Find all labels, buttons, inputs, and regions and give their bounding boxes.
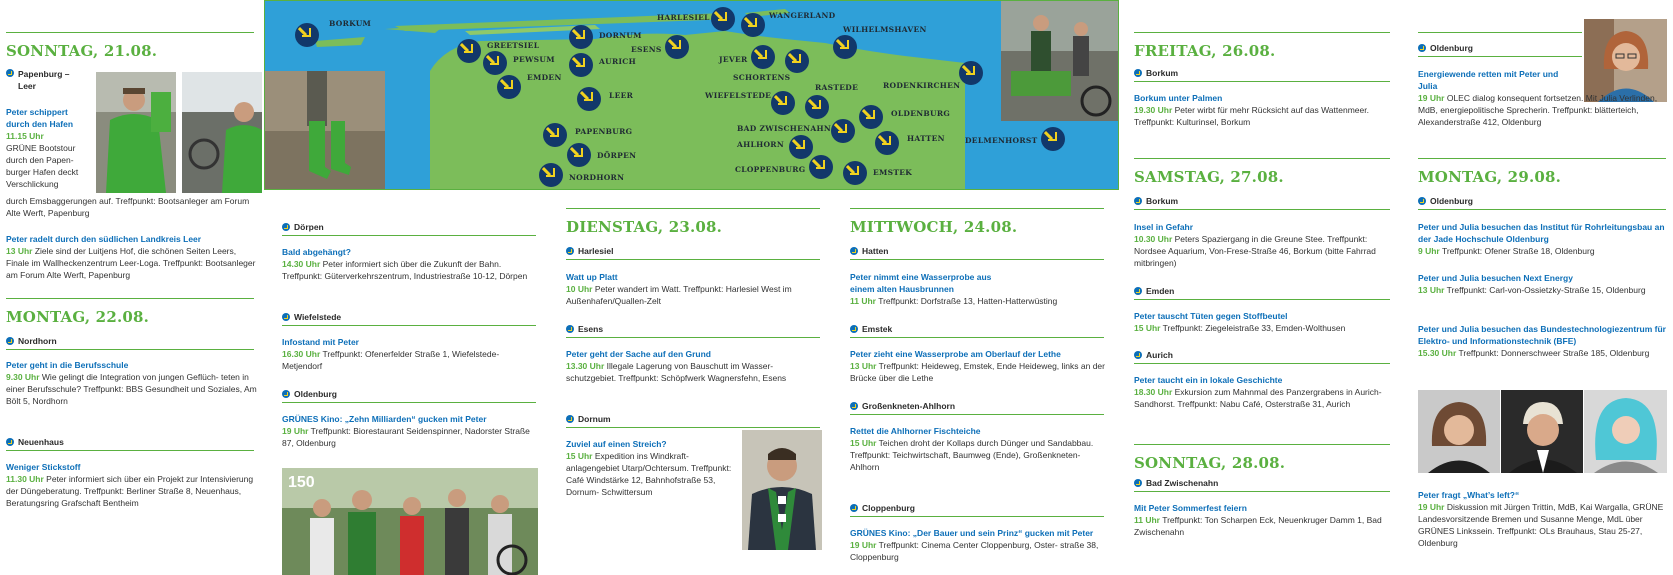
location-pin-icon [282,390,290,398]
divider [1134,491,1390,492]
day-header-sonntag-2808: SONNTAG, 28.08. [1134,444,1390,472]
event-wasserprobe-hausbrunnen: Peter nimmt eine Wasserprobe aus einem alten Hausbrunnen 11 Uhr Treffpunkt: Dorfstraße 13, Hatten-Hatterwüsting [850,272,1058,306]
day-header-montag-2208: MONTAG, 22.08. [6,298,254,326]
map-label-pewsum: PEWSUM [513,55,555,64]
map-marker-rodenkirchen [959,61,983,85]
location-pin-icon [566,247,574,255]
divider [1134,299,1390,300]
photo-peter-scarf [742,430,822,550]
map-marker-hatten [875,131,899,155]
map-label-papenburg: PAPENBURG [575,127,633,136]
map-label-schortens: SCHORTENS [733,73,791,82]
photo-sign-text: 150 [288,474,315,491]
divider [282,235,536,236]
event-energiewende: Energiewende retten mit Peter und Julia 19 Uhr OLEC dialog konsequent fortsetzen. Mit Julia Verlinden, MdB, energiepolitische Sprecherin. Treffpunkt: blätterteich, Alexanderstraße 412, Oldenburg [1418,69,1658,127]
event-tueten-stoffbeutel: Peter tauscht Tüten gegen Stoffbeutel 15 Uhr Treffpunkt: Ziegeleistraße 33, Emden-Wolthusen [1134,311,1346,333]
photo-kai-wargalla [1584,390,1667,473]
location-doerpen: Dörpen [282,222,324,232]
location-harlesiel: Harlesiel [566,246,613,256]
location-aurich: Aurich [1134,350,1173,360]
location-oldenburg-2: Oldenburg [1418,196,1473,206]
event-gruenes-kino-2: GRÜNES Kino: „Der Bauer und sein Prinz“ gucken mit Peter 19 Uhr Treffpunkt: Cinema Center Cloppenburg, Oster- straße 38, Cloppenburg [850,528,1099,562]
event-weniger-stickstoff: Weniger Stickstoff 11.30 Uhr Peter informiert sich über ein Projekt zur Intensivierung der Düngeberatung. Treffpunkt: Berliner Straße 8, Neuenhaus, Beratungsring Grafschaft Bentheim [6,462,254,508]
map-label-aurich: AURICH [599,57,636,66]
map-marker-emstek [843,161,867,185]
divider [1134,81,1390,82]
map-marker-bad-zwischenahn [831,119,855,143]
location-pin-icon [282,313,290,321]
map-label-wiefelstede: WIEFELSTEDE [705,91,772,100]
location-dornum: Dornum [566,414,611,424]
map-label-bad-zwischenahn: BAD ZWISCHENAHN [737,124,831,133]
event-infostand: Infostand mit Peter 16.30 Uhr Treffpunkt: Ofenerfelder Straße 1, Wiefelstede-Metjendorf [282,337,500,371]
location-borkum-2: Borkum [1134,196,1178,206]
photo-cyclists-group [282,468,538,575]
map-label-cloppenburg: CLOPPENBURG [735,165,806,174]
map-marker-leer [577,87,601,111]
map-label-dornum: DORNUM [599,31,642,40]
day-header-mittwoch-2408: MITTWOCH, 24.08. [850,208,1104,236]
map-label-ahlhorn: AHLHORN [737,140,784,149]
event-zuviel-auf-einen-streich: Zuviel auf einen Streich? 15 Uhr Expedition ins Windkraft- anlagengebiet Utarp/Ochtersum. Treffpunkt: Café Windstärke 12, Bahnhofstraße 53, Dornum- Schwittersum [566,439,732,497]
event-bald-abgehaengt: Bald abgehängt? 14.30 Uhr Peter informiert sich über die Zukunft der Bahn. Treffpunkt: Güterverkehrszentrum, Industriestraße 10-12, Dörpen [282,247,528,281]
divider [1418,209,1666,210]
location-pin-icon [6,69,14,77]
location-oldenburg-1: Oldenburg [1418,43,1473,53]
event-watt-up-platt: Watt up Platt 10 Uhr Peter wandert im Watt. Treffpunkt: Harlesiel West im Außenhafen/Quallen-Zelt [566,272,792,306]
divider [1134,363,1390,364]
location-pin-icon [6,337,14,345]
event-sommerfest: Mit Peter Sommerfest feiern 11 Uhr Treffpunkt: Ton Scharpen Eck, Neuenkruger Damm 1, Bad Zwischenahn [1134,503,1382,537]
location-emden: Emden [1134,286,1174,296]
location-oldenburg: Oldenburg [282,389,337,399]
event-borkum-unter-palmen: Borkum unter Palmen 19.30 Uhr Peter wirbt für mehr Rücksicht auf das Wattenmeer. Treffpunkt: Kulturinsel, Borkum [1134,93,1369,127]
map-marker-emden [497,75,521,99]
map-marker-doerpen [567,143,591,167]
map-label-nordhorn: NORDHORN [569,173,625,182]
day-header-freitag-2608: FREITAG, 26.08. [1134,32,1390,60]
map-marker-harlesiel [711,7,735,31]
map-label-hatten: HATTEN [907,134,945,143]
day-header-montag-2908: MONTAG, 29.08. [1418,158,1666,186]
day-header-dienstag-2308: DIENSTAG, 23.08. [566,208,820,236]
divider [850,516,1104,517]
map-marker-delmenhorst [1041,127,1065,151]
map-label-harlesiel: HARLESIEL [657,13,710,22]
location-pin-icon [6,438,14,446]
event-lokale-geschichte: Peter taucht ein in lokale Geschichte 18.30 Uhr Exkursion zum Mahnmal des Panzergrabens in Aurich-Sandhorst. Treffpunkt: Nabu Café, Osterstraße 31, Aurich [1134,375,1382,409]
location-pin-icon [850,402,858,410]
divider [1418,56,1582,57]
event-berufsschule: Peter geht in die Berufsschule 9.30 Uhr Wie gelingt die Integration von jungen Geflüch- teten in einer Berufsschule? Treffpunkt: BBS Gesundheit und Soziales, Am Bölt 5, Nordhorn [6,360,257,406]
map-label-wangerland: WANGERLAND [769,11,836,20]
map-label-emstek: EMSTEK [873,168,913,177]
location-bad-zwischenahn: Bad Zwischenahn [1134,478,1218,488]
divider [282,325,536,326]
location-pin-icon [1134,479,1142,487]
map-marker-cloppenburg [809,155,833,179]
day-header-sonntag-2108: SONNTAG, 21.08. [6,32,254,60]
map-marker-schortens [785,49,809,73]
divider [1418,32,1582,33]
event-insel-in-gefahr: Insel in Gefahr 10.30 Uhr Peters Spaziergang in die Greune Stee. Treffpunkt: Nordsee Aquarium, Von-Frese-Straße 46, Borkum (bitte Fahrrad mitbringen) [1134,222,1376,268]
divider [566,337,820,338]
location-borkum-1: Borkum [1134,68,1178,78]
location-wiefelstede: Wiefelstede [282,312,341,322]
location-pin-icon [850,325,858,333]
location-nordhorn: Nordhorn [6,336,57,346]
divider [1134,209,1390,210]
map-label-doerpen: DÖRPEN [597,151,637,160]
map-marker-esens [665,35,689,59]
event-bfe: Peter und Julia besuchen das Bundestechnologiezentrum für Elektro- und Informationstechnik (BFE) 15.30 Uhr Treffpunkt: Donnerschweer Straße 185, Oldenburg [1418,324,1666,358]
event-wasserprobe-lethe: Peter zieht eine Wasserprobe am Oberlauf der Lethe 13 Uhr Treffpunkt: Heideweg, Emstek, Ende Heideweg, links an der Brücke über die Lethe [850,349,1105,383]
event-next-energy: Peter und Julia besuchen Next Energy 13 Uhr Treffpunkt: Carl-von-Ossietzky-Straße 15, Oldenburg [1418,273,1646,295]
event-whats-left: Peter fragt „What’s left?“ 19 Uhr Diskussion mit Jürgen Trittin, MdB, Kai Wargalla, GRÜNE Landesvorsitzende Bremen und Susanne Menge, MdL über GRÜNES Linkssein. Treffpunkt: OLs Brauhaus, Stau 25-27, Oldenburg [1418,490,1664,548]
map-marker-wilhelmshaven [833,35,857,59]
map-label-emden: EMDEN [527,73,562,82]
location-grossenkneten-ahlhorn: Großenkneten-Ahlhorn [850,401,955,411]
divider [566,427,820,428]
location-papenburg-leer: Papenburg – Leer [6,68,90,92]
event-rohrleitungsbau: Peter und Julia besuchen das Institut für Rohrleitungsbau an der Jade Hochschule Oldenburg 9 Uhr Treffpunkt: Ofener Straße 18, Oldenburg [1418,222,1665,256]
divider [850,259,1104,260]
map-marker-borkum [295,23,319,47]
location-pin-icon [282,223,290,231]
day-header-samstag-2708: SAMSTAG, 27.08. [1134,158,1390,186]
location-pin-icon [1134,197,1142,205]
map-marker-greetsiel [457,39,481,63]
divider [566,259,820,260]
map-marker-wiefelstede [771,91,795,115]
map-label-rastede: RASTEDE [815,83,859,92]
event-peter-radelt: Peter radelt durch den südlichen Landkreis Leer 13 Uhr Ziele sind der Luitjens Hof, die schönen Seiten Leers, Finale im Wallheckenzentrum Leer-Loga. Treffpunkt: Bootsanleger am Forum Alte Werft, Papenburg [6,234,256,280]
event-peter-schippert-cont: durch Emsbaggerungen auf. Treffpunkt: Bootsanleger am Forum Alte Werft, Papenburg [6,196,250,218]
map-marker-dornum [569,25,593,49]
divider [850,414,1104,415]
location-emstek: Emstek [850,324,892,334]
photo-market-stand [1001,1,1119,121]
photo-juergen-trittin [1501,390,1583,473]
map-marker-oldenburg [859,105,883,129]
location-pin-icon [566,325,574,333]
map-label-delmenhorst: DELMENHORST [965,136,1038,145]
map-label-rodenkirchen: RODENKIRCHEN [883,81,961,90]
location-pin-icon [850,504,858,512]
location-pin-icon [1418,197,1426,205]
map-label-borkum: BORKUM [329,19,372,28]
map-label-wilhelmshaven: WILHELMSHAVEN [843,25,927,34]
photo-watt-boots [265,71,385,190]
location-hatten: Hatten [850,246,888,256]
location-pin-icon [566,415,574,423]
divider [6,450,254,451]
map-marker-rastede [805,95,829,119]
event-gruenes-kino-1: GRÜNES Kino: „Zehn Milliarden“ gucken mit Peter 19 Uhr Treffpunkt: Biorestaurant Seidenspinner, Nadorster Straße 87, Oldenburg [282,414,530,448]
photo-susanne-menge [1418,390,1500,473]
location-pin-icon [1418,44,1426,52]
location-esens: Esens [566,324,603,334]
location-neuenhaus: Neuenhaus [6,437,64,447]
map-marker-wangerland [741,13,765,37]
event-ahlhorner-fischteiche: Rettet die Ahlhorner Fischteiche 15 Uhr Teichen droht der Kollaps durch Dünger und Sandabbau. Treffpunkt: Teichwirtschaft, Baumweg (Ende), Großenkneten- Ahlhorn [850,426,1094,472]
map-label-jever: JEVER [719,55,748,64]
map-marker-papenburg [543,123,567,147]
map-label-leer: LEER [609,91,634,100]
photo-peter-boat-2 [182,72,262,193]
map-marker-aurich [569,53,593,77]
map-label-greetsiel: GREETSIEL [487,41,540,50]
map-label-oldenburg: OLDENBURG [891,109,951,118]
location-pin-icon [1134,351,1142,359]
location-pin-icon [850,247,858,255]
map-marker-nordhorn [539,163,563,187]
map-marker-pewsum [483,51,507,75]
location-cloppenburg: Cloppenburg [850,503,915,513]
event-peter-schippert: Peter schippert durch den Hafen 11.15 Uhr GRÜNE Bootstour durch den Papen- burger Hafen deckt Verschlickung [6,107,79,189]
photo-peter-boat-1 [96,72,176,193]
east-frisia-map [264,0,1119,190]
map-marker-jever [751,45,775,69]
map-marker-ahlhorn [789,135,813,159]
location-pin-icon [1134,69,1142,77]
divider [282,402,536,403]
event-sache-auf-den-grund: Peter geht der Sache auf den Grund 13.30 Uhr Illegale Lagerung von Bauschutt im Wasser- schutzgebiet. Treffpunkt: Schöpfwerk Wagnersfehn, Esens [566,349,787,383]
divider [6,349,254,350]
location-pin-icon [1134,287,1142,295]
map-label-esens: ESENS [631,45,662,54]
divider [850,337,1104,338]
